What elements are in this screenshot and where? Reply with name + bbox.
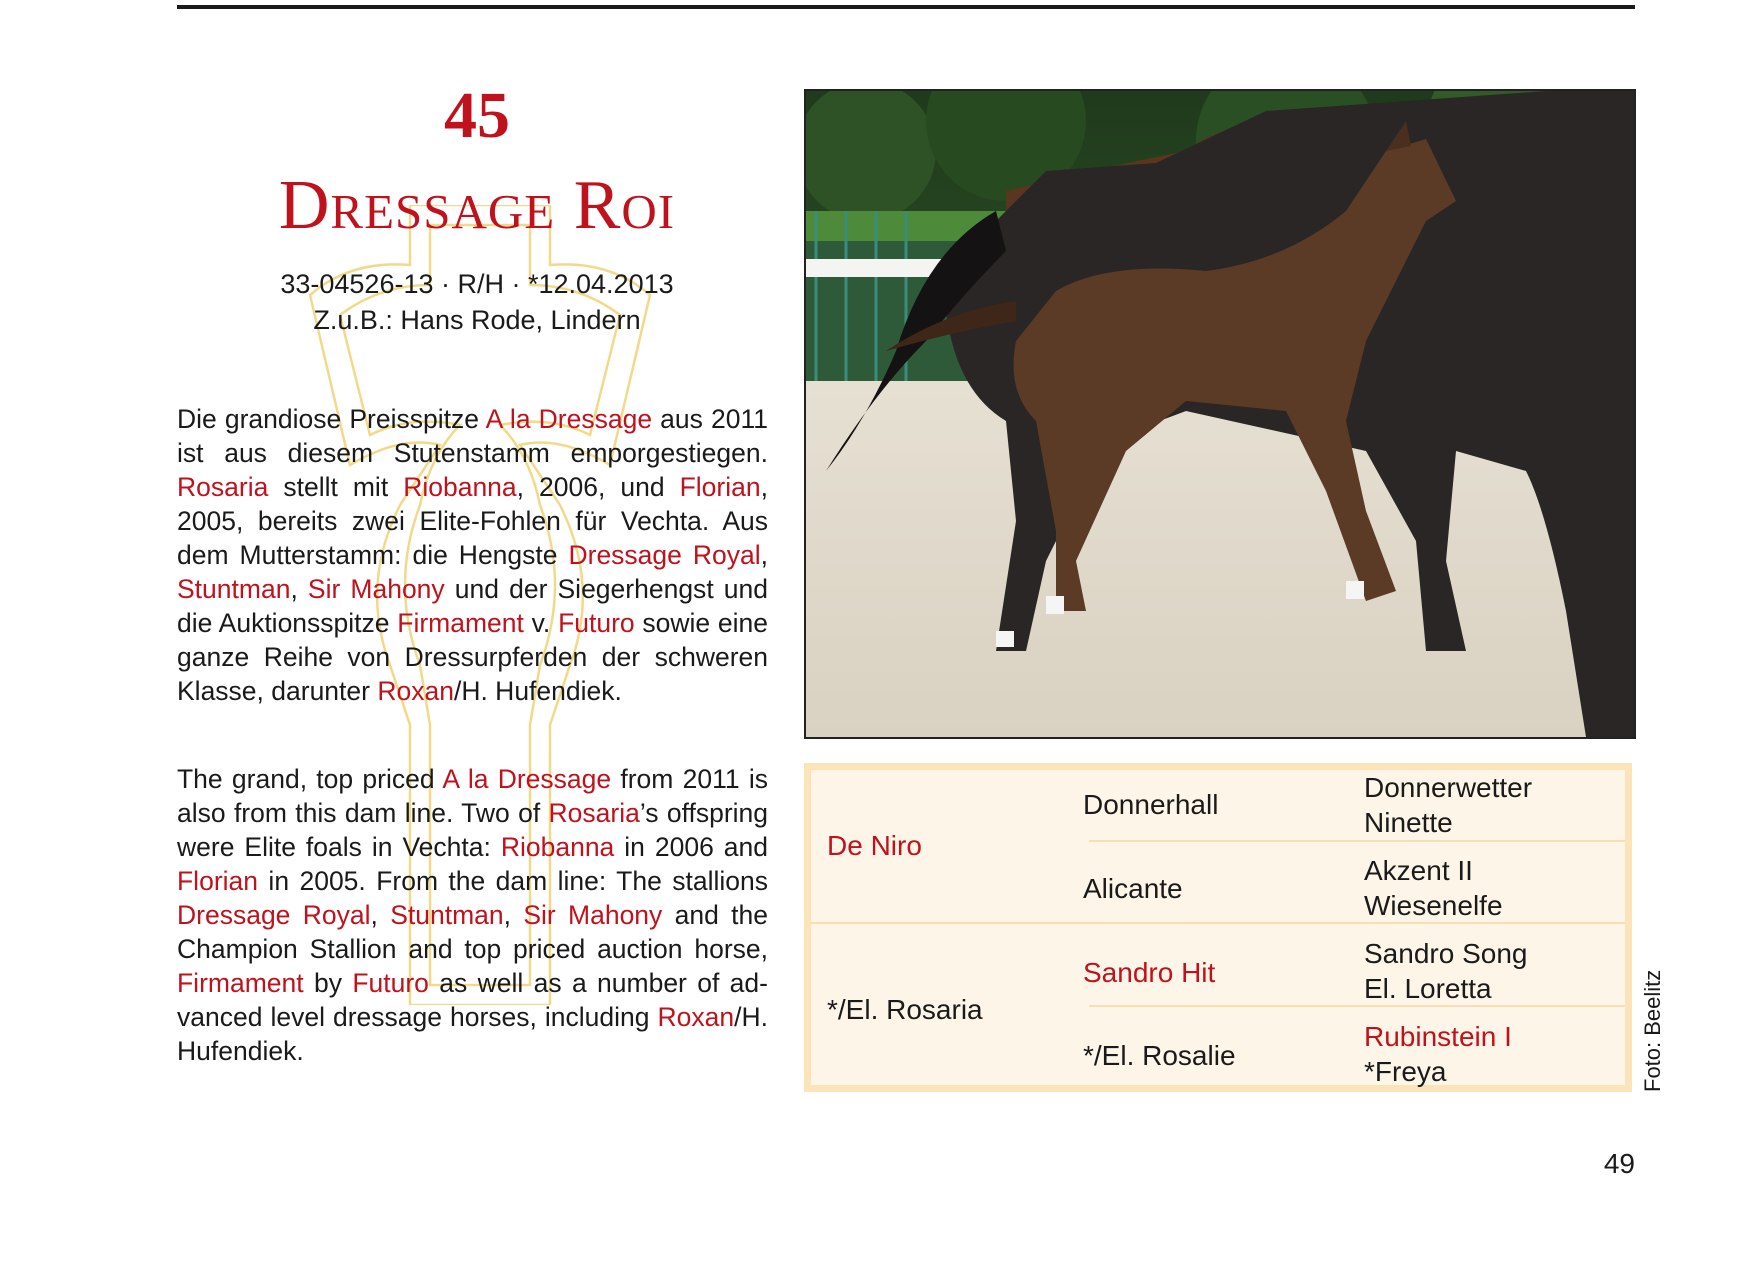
sire-dam: Alicante [1083,873,1183,904]
text-run: , [503,900,524,930]
lot-number: 45 [444,79,510,152]
horse-meta [177,266,777,338]
horse-name-link: Rosaria [177,472,269,502]
pedigree-divider [1089,840,1625,842]
ancestor: Sandro Song [1364,938,1528,969]
text-run: as well as a number of advanced level dressage horses, including [177,968,768,1032]
dam: */El. Rosaria [827,994,983,1025]
horse-name-link: Riobanna [403,472,517,502]
horse-name-link: Roxan [657,1002,735,1032]
page-number: 49 [1603,1148,1635,1179]
text-run: v. [523,608,559,638]
text-run: , [370,900,391,930]
ancestor: Ninette [1364,807,1453,838]
description-english [177,762,768,1068]
pedigree-grid [811,770,1625,1085]
registration-line: 33-04526-13 · R/H · *12.04.2013 [280,269,674,299]
horse-name-link: Dressage Royal [177,900,371,930]
text-run: by [303,968,353,998]
horse-name-link: Riobanna [500,832,615,862]
ancestor: El. Loretta [1364,973,1492,1004]
pedigree-divider [811,922,1625,924]
text-run: , 2006, und [516,472,680,502]
ancestor: Wiesenelfe [1364,890,1503,921]
pedigree-table [804,763,1632,1092]
text-run: Die grandiose Preisspitze [177,404,486,434]
horse-name-link: Firmament [397,608,524,638]
text-run: , [290,574,308,604]
text-run: The grand, top priced [177,764,443,794]
text-run: , [760,540,768,570]
text-run: und der Siegerhengst und die Auktionsspitze [177,574,768,638]
text-run: aus 2011 ist aus diesem Stutenstamm emporgestiegen. [177,404,768,468]
description-german [177,402,768,708]
text-run: in 2006 and [614,832,768,862]
text-run: ’s offspring were Elite foals in Vechta: [177,798,769,862]
sire-sire: Donnerhall [1083,789,1219,820]
horse-name-link: Sir Mahony [307,574,445,604]
dam-dam: */El. Rosalie [1083,1040,1236,1071]
horse-name-link: A la Dressage [442,764,612,794]
top-rule [177,5,1635,9]
horse-name: Dressage Roi [278,167,676,244]
horse-name-link: Futuro [352,968,429,998]
horse-name-link: Florian [679,472,761,502]
text-run: and the Champion Stallion and top priced auction horse, [177,900,769,964]
horse-name-link: Firmament [177,968,304,998]
text-run: /H. Hufendiek. [453,676,622,706]
text-run: , 2005, bereits zwei Elite-Fohlen für Vechta. Aus dem Mutterstamm: die Hengste [177,472,768,570]
horse-name-link: Stuntman [177,574,291,604]
pedigree-divider [1089,1005,1625,1007]
horse-name-link: Florian [177,866,259,896]
photo-credit: Foto: Beelitz [1640,969,1665,1092]
mare-and-foal-illustration [806,91,1634,737]
horse-name-link: Futuro [558,608,635,638]
breeder-line: Z.u.B.: Hans Rode, Lindern [313,305,641,335]
horse-name-link: Rosaria [548,798,640,828]
horse-name-link: A la Dressage [485,404,653,434]
dam-sire: Sandro Hit [1083,957,1216,988]
horse-name-link: Sir Mahony [523,900,663,930]
text-run: stellt mit [268,472,404,502]
ancestor: *Freya [1364,1056,1447,1087]
ancestor: Akzent II [1364,855,1473,886]
sire: De Niro [827,830,922,861]
ancestor: Donnerwetter [1364,772,1533,803]
text-run: in 2005. From the dam line: The stallions [258,866,768,896]
horse-name-link: Dressage Royal [568,540,761,570]
text-run: from 2011 is also from this dam line. Two of [177,764,768,828]
horse-name-link: Roxan [377,676,454,706]
ancestor: Rubinstein I [1364,1021,1512,1052]
text-run: /H. Hufendiek. [177,1002,768,1066]
text-run: sowie eine ganze Reihe von Dressurpferden der schweren Klasse, darunter [177,608,769,706]
horse-photo [804,89,1636,739]
horse-name-link: Stuntman [390,900,504,930]
